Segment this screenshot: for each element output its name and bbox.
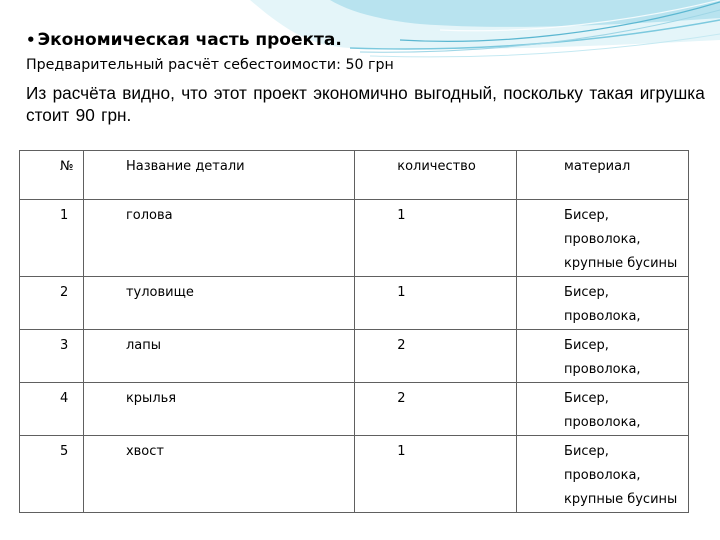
header-part-name: Название детали xyxy=(83,151,354,200)
header-material: материал xyxy=(517,151,689,200)
material-line: Бисер, xyxy=(564,285,609,300)
table-row xyxy=(20,277,689,330)
cell-quantity: 1 xyxy=(355,436,517,513)
material-line: проволока, xyxy=(564,362,641,377)
cell-part-name: лапы xyxy=(83,330,354,383)
cell-quantity: 2 xyxy=(355,383,517,436)
material-line: Бисер, xyxy=(564,444,609,459)
cell-quantity: 2 xyxy=(355,330,517,383)
cell-number: 5 xyxy=(20,436,84,513)
cell-number: 1 xyxy=(20,200,84,277)
cell-material xyxy=(517,383,689,436)
cell-part-name: хвост xyxy=(83,436,354,513)
material-line: проволока, xyxy=(564,468,641,483)
cell-material xyxy=(517,436,689,513)
conclusion-paragraph: Из расчёта видно, что этот проект экономично выгодный, поскольку такая игрушка стоит 90 грн. xyxy=(26,83,705,125)
table-row xyxy=(20,436,689,513)
cost-estimate-line: Предварительный расчёт себестоимости: 50 грн xyxy=(26,57,394,73)
heading-text: Экономическая часть проекта. xyxy=(37,30,342,50)
table-row xyxy=(20,200,689,277)
header-number: № xyxy=(20,151,84,200)
cell-number: 2 xyxy=(20,277,84,330)
material-line: Бисер, xyxy=(564,391,609,406)
table-row xyxy=(20,330,689,383)
cell-part-name: туловище xyxy=(83,277,354,330)
material-line: Бисер, xyxy=(564,338,609,353)
header-quantity: количество xyxy=(355,151,517,200)
cell-part-name: голова xyxy=(83,200,354,277)
parts-table xyxy=(19,150,689,513)
material-line: проволока, xyxy=(564,415,641,430)
bullet-marker: • xyxy=(26,31,36,49)
material-line: крупные бусины xyxy=(564,492,678,507)
cell-material xyxy=(517,330,689,383)
slide-heading xyxy=(26,30,342,50)
cell-part-name: крылья xyxy=(83,383,354,436)
cell-number: 4 xyxy=(20,383,84,436)
cell-quantity: 1 xyxy=(355,200,517,277)
cell-number: 3 xyxy=(20,330,84,383)
table-header-row xyxy=(20,151,689,200)
material-line: крупные бусины xyxy=(564,256,678,271)
material-line: проволока, xyxy=(564,232,641,247)
material-line: проволока, xyxy=(564,309,641,324)
cell-material xyxy=(517,277,689,330)
table-row xyxy=(20,383,689,436)
cell-material xyxy=(517,200,689,277)
cell-quantity: 1 xyxy=(355,277,517,330)
material-line: Бисер, xyxy=(564,208,609,223)
